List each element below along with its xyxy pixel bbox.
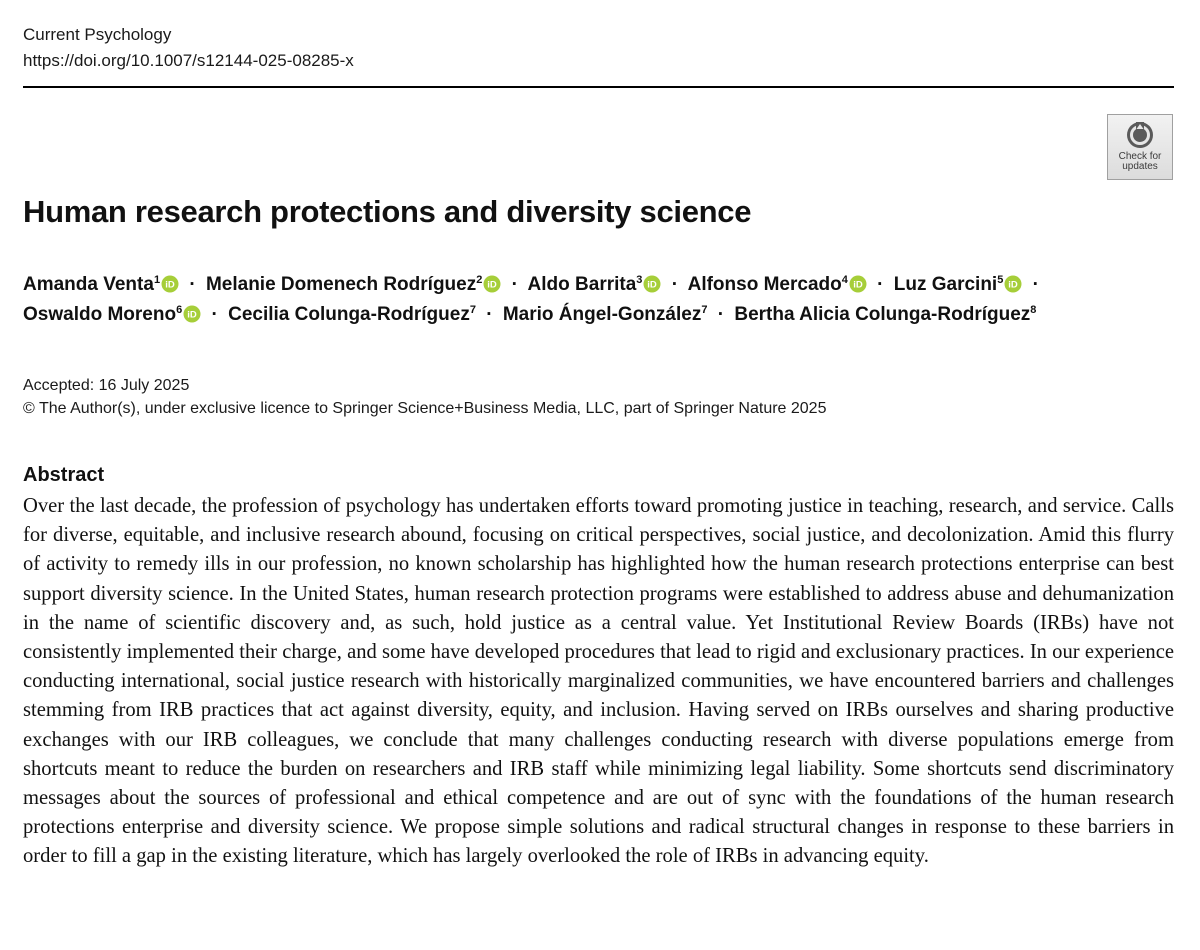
author[interactable] (228, 304, 476, 325)
author-separator: · (486, 304, 493, 325)
author-name[interactable]: Oswaldo Moreno (23, 304, 177, 325)
author-affiliation: 7 (469, 304, 476, 316)
orcid-icon[interactable] (483, 275, 501, 293)
doi-link[interactable]: https://doi.org/10.1007/s12144-025-08285-x (23, 51, 354, 70)
svg-text:iD: iD (1008, 279, 1019, 291)
author-separator: · (1032, 274, 1039, 295)
author[interactable] (894, 274, 1023, 295)
author-separator: · (877, 274, 884, 295)
copyright-notice: © The Author(s), under exclusive licence to Springer Science+Business Media, LLC, part of Springer Nature 2025 (23, 400, 827, 417)
paper-title: Human research protections and diversity science (23, 194, 752, 229)
author-separator: · (717, 304, 725, 325)
author-affiliation: 7 (701, 304, 708, 316)
author-affiliation: 2 (476, 274, 483, 286)
author-name[interactable]: Luz Garcini (893, 274, 998, 295)
header-rule (23, 86, 1174, 88)
abstract-text: Over the last decade, the profession of psychology has undertaken efforts toward promoting justice in teaching, research, and service. Calls for diverse, equitable, and inclusive research abound, focusing on critical perspectives, social justice, and decolonization. Amid this flurry of activity to remedy ills in our profession, no known scholarship has highlighted how the human research protections enterprise can best support diversity science. In the United States, human research protection programs were established to address abuse and dehumanization in the name of scientific discovery and, as such, hold justice as a central value. Yet Institutional Review Boards (IRBs) have not consistently implemented their charge, and some have developed procedures that lead to rigid and exclusionary practices. In our experience conducting international, social justice research with historically marginalized communities, we have encountered barriers and challenges stemming from IRB practices that act against diversity, equity, and inclusion. Having served on IRBs ourselves and sharing productive exchanges with our IRB colleagues, we conclude that many challenges conducting research with diverse populations emerge from shortcuts meant to reduce the burden on researchers and IRB staff while minimizing legal liability. Some shortcuts send discriminatory messages about the sources of professional and ethical competence and are out of sync with the foundations of the human research protections enterprise and diversity science. We propose simple solutions and radical structural changes in response to these barriers in order to fill a gap in the existing literature, which has largely overlooked the role of IRBs in advancing equity. (23, 495, 1174, 868)
author-affiliation: 6 (176, 304, 183, 316)
author-name[interactable]: Mario Ángel-González (502, 304, 702, 325)
author-affiliation: 8 (1030, 304, 1037, 316)
check-for-updates-button[interactable] (1107, 114, 1173, 180)
author-affiliation: 1 (153, 274, 161, 286)
author-name[interactable]: Amanda Venta (23, 274, 154, 295)
author-separator: · (211, 304, 218, 325)
author-name[interactable]: Aldo Barrita (527, 274, 637, 295)
author-name[interactable]: Melanie Domenech Rodríguez (205, 274, 477, 295)
author-name[interactable]: Bertha Alicia Colunga-Rodríguez (734, 304, 1031, 325)
orcid-icon[interactable] (183, 305, 201, 323)
author-affiliation: 5 (997, 274, 1004, 286)
author[interactable] (528, 274, 662, 295)
orcid-icon[interactable] (161, 275, 179, 293)
orcid-icon[interactable] (849, 275, 867, 293)
author-separator: · (671, 274, 679, 295)
svg-text:iD: iD (487, 279, 498, 291)
author-list (23, 270, 1173, 330)
journal-name: Current Psychology (23, 25, 172, 44)
svg-text:iD: iD (647, 279, 658, 291)
check-for-updates-icon (1125, 120, 1155, 150)
article-meta (23, 374, 826, 420)
author[interactable] (23, 304, 201, 325)
abstract-heading: Abstract (23, 464, 105, 486)
author-name[interactable]: Alfonso Mercado (687, 274, 842, 295)
author-separator: · (511, 274, 518, 295)
orcid-icon[interactable] (1004, 275, 1022, 293)
author-name[interactable]: Cecilia Colunga-Rodríguez (228, 304, 470, 325)
author[interactable] (688, 274, 867, 295)
check-for-updates-label: Check for updates (1118, 151, 1162, 172)
svg-text:iD: iD (165, 279, 175, 291)
author-affiliation: 3 (636, 274, 643, 286)
svg-text:iD: iD (187, 309, 197, 321)
author[interactable] (503, 304, 708, 325)
author-affiliation: 4 (841, 274, 848, 286)
author[interactable] (734, 304, 1036, 325)
orcid-icon[interactable] (643, 275, 661, 293)
accepted-date: Accepted: 16 July 2025 (23, 377, 190, 394)
svg-text:iD: iD (853, 279, 863, 291)
author[interactable] (206, 274, 501, 295)
article-header (23, 22, 354, 74)
author-separator: · (189, 274, 196, 295)
author[interactable] (23, 274, 179, 295)
